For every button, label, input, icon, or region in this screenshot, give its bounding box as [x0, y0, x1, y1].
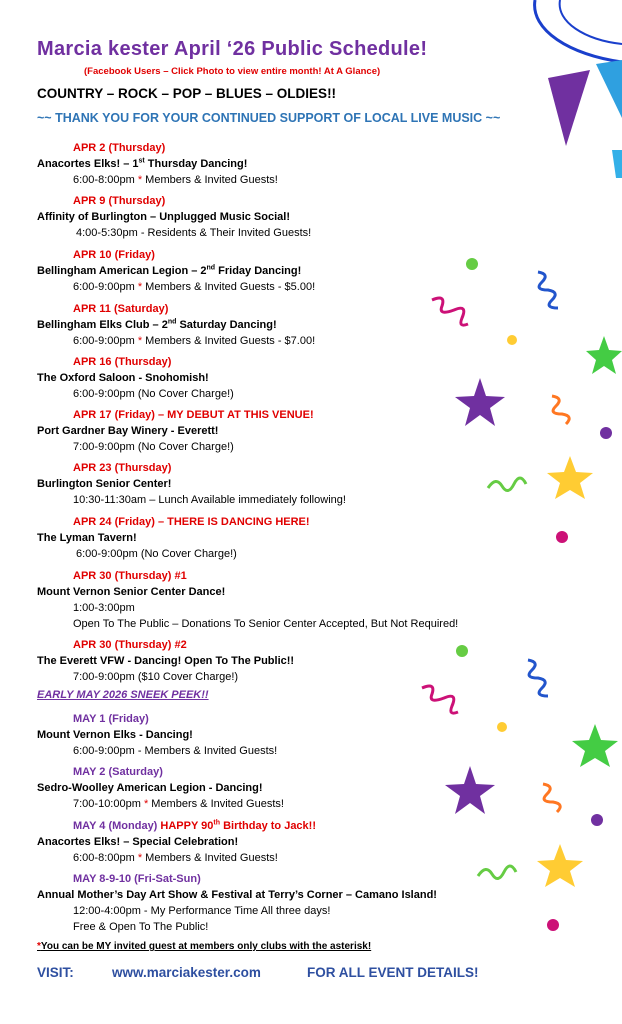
thanks-banner: ~~ THANK YOU FOR YOUR CONTINUED SUPPORT OF LOCAL LIVE MUSIC ~~ — [37, 111, 501, 125]
event-detail: 10:30-11:30am – Lunch Available immediately following! — [73, 494, 346, 506]
event-date: APR 30 (Thursday) #2 — [73, 639, 187, 651]
event-venue: Bellingham American Legion – 2nd Friday Dancing! — [37, 264, 302, 277]
event-venue: Annual Mother’s Day Art Show & Festival at Terry’s Corner – Camano Island! — [37, 889, 437, 901]
star-icon — [537, 844, 583, 887]
event-date: MAY 4 (Monday) HAPPY 90th Birthday to Jack!! — [73, 819, 316, 832]
event-detail: 1:00-3:00pm — [73, 602, 135, 614]
event-venue: The Oxford Saloon - Snohomish! — [37, 372, 209, 384]
genres-line: COUNTRY – ROCK – POP – BLUES – OLDIES!! — [37, 86, 337, 101]
facebook-note: (Facebook Users – Click Photo to view entire month! At A Glance) — [84, 66, 381, 77]
event-venue: Burlington Senior Center! — [37, 478, 172, 490]
party-banner-icon — [535, 0, 622, 178]
event-venue: The Everett VFW - Dancing! Open To The Public!! — [37, 655, 295, 667]
event-venue: The Lyman Tavern! — [37, 532, 137, 544]
streamer-icon — [488, 478, 526, 491]
event-date: APR 24 (Friday) – THERE IS DANCING HERE! — [73, 516, 310, 528]
event-venue: Bellingham Elks Club – 2nd Saturday Dancing! — [37, 318, 277, 331]
event-date: APR 11 (Saturday) — [73, 303, 169, 315]
event-detail: Free & Open To The Public! — [73, 921, 209, 933]
event-date: APR 16 (Thursday) — [73, 356, 172, 368]
confetti-dot-icon — [466, 258, 478, 270]
event-date: APR 30 (Thursday) #1 — [73, 570, 187, 582]
event-venue: Anacortes Elks! – Special Celebration! — [37, 836, 239, 848]
sneak-peek-heading: EARLY MAY 2026 SNEEK PEEK!! — [37, 689, 209, 701]
confetti-dot-icon — [556, 531, 568, 543]
event-detail: 6:00-9:00pm * Members & Invited Guests - $7.00! — [73, 335, 316, 347]
streamer-icon — [552, 396, 569, 424]
event-date: APR 10 (Friday) — [73, 249, 155, 261]
event-venue: Port Gardner Bay Winery - Everett! — [37, 425, 219, 437]
event-venue: Sedro-Woolley American Legion - Dancing! — [37, 782, 263, 794]
asterisk-footnote: *You can be MY invited guest at members only clubs with the asterisk! — [37, 941, 372, 952]
streamer-icon — [432, 298, 468, 325]
event-venue: Mount Vernon Senior Center Dance! — [37, 586, 226, 598]
event-details-cta: FOR ALL EVENT DETAILS! — [307, 965, 479, 980]
streamer-icon — [543, 784, 560, 812]
confetti-dot-icon — [497, 722, 507, 732]
star-icon — [445, 766, 495, 814]
streamer-icon — [538, 272, 558, 308]
event-detail: 12:00-4:00pm - My Performance Time All three days! — [73, 905, 331, 917]
event-detail: 6:00-9:00pm (No Cover Charge!) — [76, 548, 237, 560]
star-icon — [547, 456, 593, 499]
confetti-dot-icon — [600, 427, 612, 439]
event-date: APR 17 (Friday) – MY DEBUT AT THIS VENUE! — [73, 409, 314, 421]
event-date: APR 9 (Thursday) — [73, 195, 166, 207]
event-detail: 7:00-10:00pm * Members & Invited Guests! — [73, 798, 284, 810]
confetti-dot-icon — [591, 814, 603, 826]
event-venue: Anacortes Elks! – 1st Thursday Dancing! — [37, 157, 248, 170]
event-date: APR 2 (Thursday) — [73, 142, 166, 154]
event-date: APR 23 (Thursday) — [73, 462, 172, 474]
confetti-dot-icon — [456, 645, 468, 657]
streamer-icon — [528, 660, 548, 696]
visit-label: VISIT: — [37, 965, 74, 980]
event-detail: 6:00-8:00pm * Members & Invited Guests! — [73, 852, 278, 864]
star-icon — [455, 378, 505, 426]
event-date: MAY 1 (Friday) — [73, 713, 149, 725]
event-detail: 6:00-8:00pm * Members & Invited Guests! — [73, 174, 278, 186]
event-detail: 7:00-9:00pm ($10 Cover Charge!) — [73, 671, 239, 683]
event-detail: Open To The Public – Donations To Senior Center Accepted, But Not Required! — [73, 618, 459, 630]
confetti-dot-icon — [507, 335, 517, 345]
event-venue: Mount Vernon Elks - Dancing! — [37, 729, 193, 741]
event-detail: 6:00-9:00pm * Members & Invited Guests - $5.00! — [73, 281, 316, 293]
event-detail: 4:00-5:30pm - Residents & Their Invited Guests! — [76, 227, 312, 239]
event-venue: Affinity of Burlington – Unplugged Music Social! — [37, 211, 290, 223]
confetti-dot-icon — [547, 919, 559, 931]
star-icon — [586, 336, 622, 374]
star-icon — [572, 724, 618, 767]
event-detail: 6:00-9:00pm - Members & Invited Guests! — [73, 745, 278, 757]
event-date: MAY 2 (Saturday) — [73, 766, 163, 778]
streamer-icon — [478, 866, 516, 879]
page-title: Marcia kester April ‘26 Public Schedule! — [37, 38, 428, 60]
streamer-icon — [422, 686, 458, 713]
event-detail: 6:00-9:00pm (No Cover Charge!) — [73, 388, 234, 400]
event-detail: 7:00-9:00pm (No Cover Charge!) — [73, 441, 234, 453]
website-link[interactable]: www.marciakester.com — [112, 965, 261, 980]
event-date: MAY 8-9-10 (Fri-Sat-Sun) — [73, 873, 201, 885]
